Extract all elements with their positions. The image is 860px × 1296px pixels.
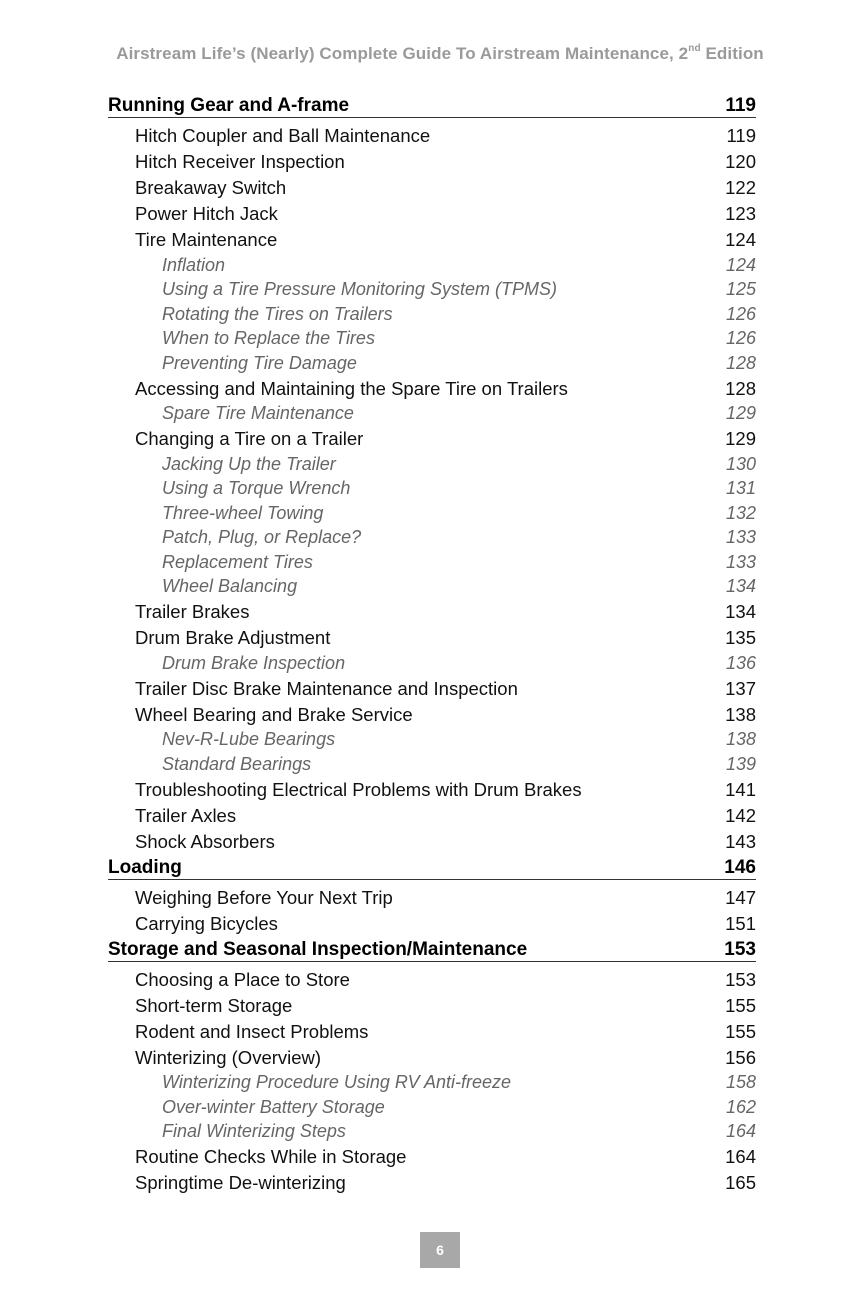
toc-entry[interactable] (108, 702, 756, 728)
toc-title: Wheel Bearing and Brake Service (135, 703, 413, 725)
header-title-suffix: Edition (700, 44, 764, 63)
toc-title: Routine Checks While in Storage (135, 1146, 407, 1167)
toc-page-number: 123 (725, 203, 756, 224)
toc-title: Power Hitch Jack (135, 203, 278, 224)
toc-subentry[interactable] (108, 302, 756, 327)
toc-title: Wheel Balancing (162, 576, 298, 597)
toc-subentry[interactable] (108, 402, 756, 427)
toc-title: Weighing Before Your Next Trip (135, 886, 393, 908)
toc-page-number: 120 (725, 151, 756, 172)
toc-page-number: 129 (725, 428, 756, 449)
toc-entry[interactable] (108, 201, 756, 227)
toc-entry[interactable] (108, 993, 756, 1019)
toc-title: Three-wheel Towing (162, 502, 324, 523)
toc-subentry[interactable] (108, 1071, 756, 1096)
toc-subentry[interactable] (108, 452, 756, 477)
toc-subentry[interactable] (108, 501, 756, 526)
toc-entry[interactable] (108, 625, 756, 651)
table-of-contents (108, 93, 756, 1196)
toc-title: Springtime De-winterizing (135, 1172, 346, 1193)
toc-page-number: 155 (725, 994, 756, 1016)
toc-title: Final Winterizing Steps (162, 1121, 346, 1142)
toc-entry[interactable] (108, 911, 756, 937)
toc-entry[interactable] (108, 175, 756, 201)
toc-page-number: 141 (725, 778, 756, 800)
toc-page-number: 119 (725, 95, 756, 116)
toc-title: Spare Tire Maintenance (162, 403, 354, 424)
toc-subentry[interactable] (108, 1120, 756, 1145)
toc-page-number: 153 (724, 938, 756, 960)
toc-page-number: 162 (725, 1096, 756, 1117)
toc-section[interactable] (108, 937, 756, 962)
toc-page-number: 138 (725, 729, 756, 750)
toc-page-number: 124 (725, 254, 756, 275)
toc-page-number: 165 (725, 1172, 756, 1193)
toc-title: Standard Bearings (162, 753, 312, 774)
toc-subentry[interactable] (108, 1095, 756, 1120)
toc-title: Over-winter Battery Storage (162, 1096, 385, 1117)
toc-subentry[interactable] (108, 327, 756, 352)
toc-title: Hitch Coupler and Ball Maintenance (135, 125, 431, 146)
toc-page-number: 147 (725, 886, 756, 908)
toc-section[interactable] (108, 855, 756, 880)
toc-title: Trailer Disc Brake Maintenance and Inspection (135, 677, 518, 699)
toc-page-number: 133 (725, 551, 756, 572)
toc-title: Loading (108, 856, 182, 878)
toc-page-number: 136 (725, 652, 756, 673)
toc-entry[interactable] (108, 803, 756, 829)
toc-title: When to Replace the Tires (162, 328, 375, 349)
toc-subentry[interactable] (108, 752, 756, 777)
toc-title: Carrying Bicycles (135, 912, 278, 934)
toc-title: Drum Brake Inspection (162, 652, 346, 673)
toc-title: Trailer Axles (135, 804, 237, 826)
toc-title: Patch, Plug, or Replace? (162, 527, 362, 548)
toc-page-number: 119 (726, 125, 756, 146)
toc-title: Breakaway Switch (135, 177, 287, 198)
toc-title: Changing a Tire on a Trailer (135, 428, 364, 449)
toc-subentry[interactable] (108, 253, 756, 278)
toc-entry[interactable] (108, 227, 756, 253)
toc-page-number: 134 (725, 576, 756, 597)
toc-entry[interactable] (108, 967, 756, 993)
toc-page-number: 128 (725, 377, 756, 399)
toc-title: Jacking Up the Trailer (162, 453, 336, 474)
toc-page-number: 143 (725, 830, 756, 852)
toc-page-number: 128 (725, 352, 756, 373)
toc-title: Shock Absorbers (135, 830, 275, 852)
toc-title: Troubleshooting Electrical Problems with Drum Brakes (135, 778, 582, 800)
toc-title: Rodent and Insect Problems (135, 1020, 369, 1042)
toc-page-number: 137 (725, 677, 756, 699)
toc-title: Nev-R-Lube Bearings (162, 729, 336, 750)
toc-title: Winterizing Procedure Using RV Anti-freeze (162, 1072, 511, 1093)
toc-entry[interactable] (108, 426, 756, 452)
toc-page-number: 151 (725, 912, 756, 934)
toc-subentry[interactable] (108, 477, 756, 502)
toc-title: Short-term Storage (135, 994, 293, 1016)
toc-title: Rotating the Tires on Trailers (162, 303, 393, 324)
toc-subentry[interactable] (108, 651, 756, 676)
running-header (0, 44, 860, 64)
toc-title: Replacement Tires (162, 551, 313, 572)
toc-section[interactable] (108, 93, 756, 118)
toc-title: Hitch Receiver Inspection (135, 151, 345, 172)
toc-entry[interactable] (108, 676, 756, 702)
toc-page-number: 155 (725, 1020, 756, 1042)
toc-subentry[interactable] (108, 575, 756, 600)
toc-title: Choosing a Place to Store (135, 968, 350, 990)
toc-page-number: 139 (725, 753, 756, 774)
toc-page-number: 164 (725, 1146, 756, 1167)
toc-page-number: 126 (725, 303, 756, 324)
toc-entry[interactable] (108, 777, 756, 803)
page-number-badge (420, 1232, 460, 1268)
toc-page-number: 156 (725, 1046, 756, 1068)
toc-page-number: 129 (725, 403, 756, 424)
toc-title: Storage and Seasonal Inspection/Maintenance (108, 938, 528, 960)
toc-entry[interactable] (108, 599, 756, 625)
toc-subentry[interactable] (108, 728, 756, 753)
toc-page-number: 130 (725, 453, 756, 474)
toc-title: Drum Brake Adjustment (135, 627, 331, 648)
toc-entry[interactable] (108, 149, 756, 175)
toc-page-number: 142 (725, 804, 756, 826)
toc-entry[interactable] (108, 1045, 756, 1071)
toc-page-number: 134 (725, 601, 756, 622)
toc-title: Using a Tire Pressure Monitoring System (TPMS) (162, 279, 557, 300)
toc-page-number: 138 (725, 703, 756, 725)
toc-subentry[interactable] (108, 550, 756, 575)
toc-page-number: 135 (725, 627, 756, 648)
toc-page-number: 153 (725, 968, 756, 990)
toc-title: Tire Maintenance (135, 229, 278, 250)
toc-page-number: 122 (725, 177, 756, 198)
toc-title: Preventing Tire Damage (162, 352, 357, 373)
toc-entry[interactable] (108, 1144, 756, 1170)
toc-entry[interactable] (108, 1019, 756, 1045)
header-superscript: nd (688, 43, 701, 55)
toc-subentry[interactable] (108, 526, 756, 551)
toc-title: Running Gear and A-frame (108, 95, 350, 116)
toc-page-number: 146 (724, 856, 756, 878)
toc-subentry[interactable] (108, 278, 756, 303)
toc-subentry[interactable] (108, 351, 756, 376)
header-title: Airstream Life’s (Nearly) Complete Guide To Airstream Maintenance, 2 (116, 44, 689, 63)
toc-page-number: 131 (725, 478, 756, 499)
toc-entry[interactable] (108, 376, 756, 402)
toc-entry[interactable] (108, 1170, 756, 1196)
toc-page-number: 164 (725, 1121, 756, 1142)
toc-page-number: 125 (725, 279, 756, 300)
toc-page-number: 126 (725, 328, 756, 349)
toc-title: Trailer Brakes (135, 601, 250, 622)
toc-page-number: 132 (725, 502, 756, 523)
toc-page-number: 158 (725, 1072, 756, 1093)
toc-title: Using a Torque Wrench (162, 478, 351, 499)
toc-title: Inflation (162, 254, 226, 275)
page-number: 6 (436, 1242, 444, 1258)
toc-entry[interactable] (108, 885, 756, 911)
toc-page-number: 133 (725, 527, 756, 548)
toc-title: Winterizing (Overview) (135, 1046, 322, 1068)
toc-title: Accessing and Maintaining the Spare Tire on Trailers (135, 377, 568, 399)
toc-entry[interactable] (108, 829, 756, 855)
toc-entry[interactable] (108, 123, 756, 149)
toc-page-number: 124 (725, 229, 756, 250)
